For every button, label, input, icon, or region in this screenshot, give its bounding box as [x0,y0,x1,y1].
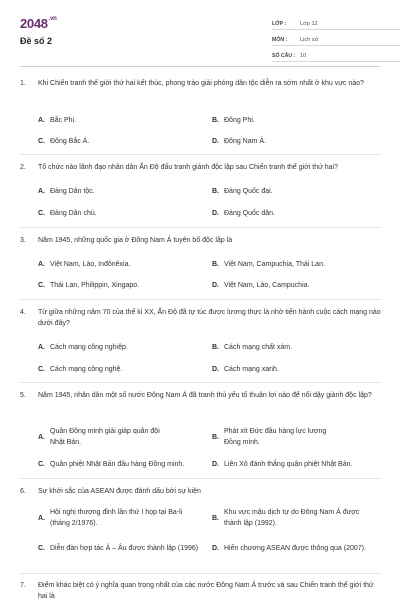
option-letter: A. [38,344,45,351]
option-text: Phát xít Đức đầu hàng lực lượng Đồng minh. [224,428,327,446]
option-text: Cách mạng công nghệ. [50,366,123,373]
option-text: Bắc Phi. [50,117,77,124]
question-divider [20,227,382,228]
question-text: Năm 1945, những quốc gia ở Đông Nam Á tuyên bố độc lập là [38,237,233,244]
option-a[interactable] [38,426,198,448]
option-letter: A. [38,117,45,124]
option-b[interactable] [212,342,380,353]
option-d[interactable] [212,459,380,470]
option-text: Cách mạng xanh. [224,366,279,373]
option-text: Đảng Quốc dân. [224,210,275,217]
option-letter: B. [212,344,219,351]
option-text: Diễn đàn hợp tác Á – Âu được thành lập (1996) [50,545,199,552]
question-7 [20,580,382,600]
exam-header [20,16,380,72]
option-text: Khu vực mậu dịch tự do Đông Nam Á được thành lập (1992). [224,509,360,527]
question-number: 7. [20,582,26,589]
meta-row-subject [272,32,400,46]
option-letter: C. [38,138,45,145]
meta-value: Lịch sử [300,37,319,43]
option-text: Đảng Dân tộc. [50,188,95,195]
question-divider [20,573,382,574]
meta-row-count [272,48,400,62]
option-b[interactable] [212,186,380,197]
option-letter: D. [212,366,219,373]
exam-title: Đề số 2 [20,36,53,46]
option-d[interactable] [212,136,380,147]
option-letter: A. [38,433,45,441]
question-4 [20,307,382,329]
option-letter: B. [212,514,219,522]
option-letter: C. [38,366,45,373]
option-text: Việt Nam, Campuchia, Thái Lan. [224,261,325,268]
option-c[interactable] [38,459,208,470]
option-letter: B. [212,261,219,268]
option-letter: D. [212,138,219,145]
meta-label: LỚP : [272,21,287,27]
meta-value: Lớp 12 [300,21,318,27]
option-b[interactable] [212,426,380,448]
option-b[interactable] [212,507,380,529]
question-5 [20,390,382,401]
question-number: 5. [20,392,26,399]
option-d[interactable] [212,543,380,554]
question-2 [20,162,382,173]
brand-name: 2048 [20,16,48,31]
question-number: 4. [20,309,26,316]
question-divider [20,478,382,479]
question-number: 6. [20,488,26,495]
question-3 [20,235,382,246]
question-divider [20,299,382,300]
option-text: Đông Phi. [224,117,255,124]
option-text: Cách mạng công nghiệp. [50,344,128,351]
option-letter: C. [38,282,45,289]
question-6 [20,486,382,497]
question-divider [20,154,382,155]
question-text: Sự khởi sắc của ASEAN được đánh dấu bởi sự kiện [38,488,201,495]
option-d[interactable] [212,280,380,291]
option-c[interactable] [38,543,208,554]
option-a[interactable] [38,186,198,197]
option-text: Đảng Quốc đại. [224,188,273,195]
option-d[interactable] [212,364,380,375]
option-text: Quân phiệt Nhật Bản đầu hàng Đồng minh. [50,461,185,468]
question-text: Năm 1945, nhân dân một số nước Đông Nam Á đã tranh thủ yếu tố thuận lợi nào để nổi dậy giành độc lập? [38,392,372,399]
option-a[interactable] [38,259,198,270]
option-a[interactable] [38,115,198,126]
option-text: Việt Nam, Lào, Inđônêxia. [50,261,131,268]
exam-meta [272,16,400,64]
question-divider [20,382,382,383]
option-text: Hiến chương ASEAN được thông qua (2007). [224,545,366,552]
meta-row-class [272,16,400,30]
question-number: 3. [20,237,26,244]
header-divider [20,66,380,67]
option-c[interactable] [38,364,198,375]
option-text: Đông Bắc Á. [50,138,90,145]
option-text: Liên Xô đánh thắng quân phiệt Nhật Bản. [224,461,353,468]
option-c[interactable] [38,280,198,291]
option-c[interactable] [38,136,198,147]
option-letter: A. [38,188,45,195]
option-b[interactable] [212,115,380,126]
option-text: Thái Lan, Philippin, Xingapo. [50,282,140,289]
option-letter: D. [212,282,219,289]
brand-tld: .vn [48,16,57,22]
option-a[interactable] [38,507,208,529]
question-number: 2. [20,164,26,171]
option-letter: B. [212,188,219,195]
option-d[interactable] [212,208,380,219]
option-a[interactable] [38,342,198,353]
option-text: Đảng Dân chủ. [50,210,97,217]
question-text: Khi Chiến tranh thế giới thứ hai kết thúc, phong trào giải phóng dân tộc diễn ra sớm nhất ở khu vực nào? [38,80,364,87]
meta-value: 10 [300,53,307,59]
option-letter: A. [38,261,45,268]
option-text: Việt Nam, Lào, Campuchia. [224,282,310,289]
question-text: Tổ chức nào lãnh đạo nhân dân Ấn Độ đấu tranh giành độc lập sau Chiến tranh thế giới thứ hai? [38,164,339,171]
question-text: Từ giữa những năm 70 của thế kỉ XX, Ấn Độ đã tự túc được lương thực là nhờ tiến hành cuộc cách mạng nào dưới đây? [38,309,381,327]
question-text: Điểm khác biệt có ý nghĩa quan trọng nhất của các nước Đông Nam Á trước và sau Chiến tranh thế giới thứ hai là [38,582,374,600]
option-letter: C. [38,210,45,217]
meta-label: SỐ CÂU : [272,53,296,59]
question-1 [20,78,382,89]
option-letter: B. [212,117,219,124]
option-b[interactable] [212,259,380,270]
meta-label: MÔN : [272,37,288,43]
option-letter: D. [212,210,219,217]
site-logo[interactable] [20,16,57,31]
option-letter: C. [38,545,45,552]
option-c[interactable] [38,208,198,219]
option-letter: D. [212,545,219,552]
option-letter: C. [38,461,45,468]
option-text: Đông Nam Á. [224,138,267,145]
option-letter: B. [212,433,219,441]
question-number: 1. [20,80,26,87]
option-letter: D. [212,461,219,468]
option-letter: A. [38,514,45,522]
option-text: Cách mạng chất xám. [224,344,293,351]
option-text: Quân Đồng minh giải giáp quân đội Nhật Bản. [50,428,160,446]
option-text: Hội nghị thượng đỉnh lần thứ I họp tại Ba-li (tháng 2/1976). [50,509,183,527]
